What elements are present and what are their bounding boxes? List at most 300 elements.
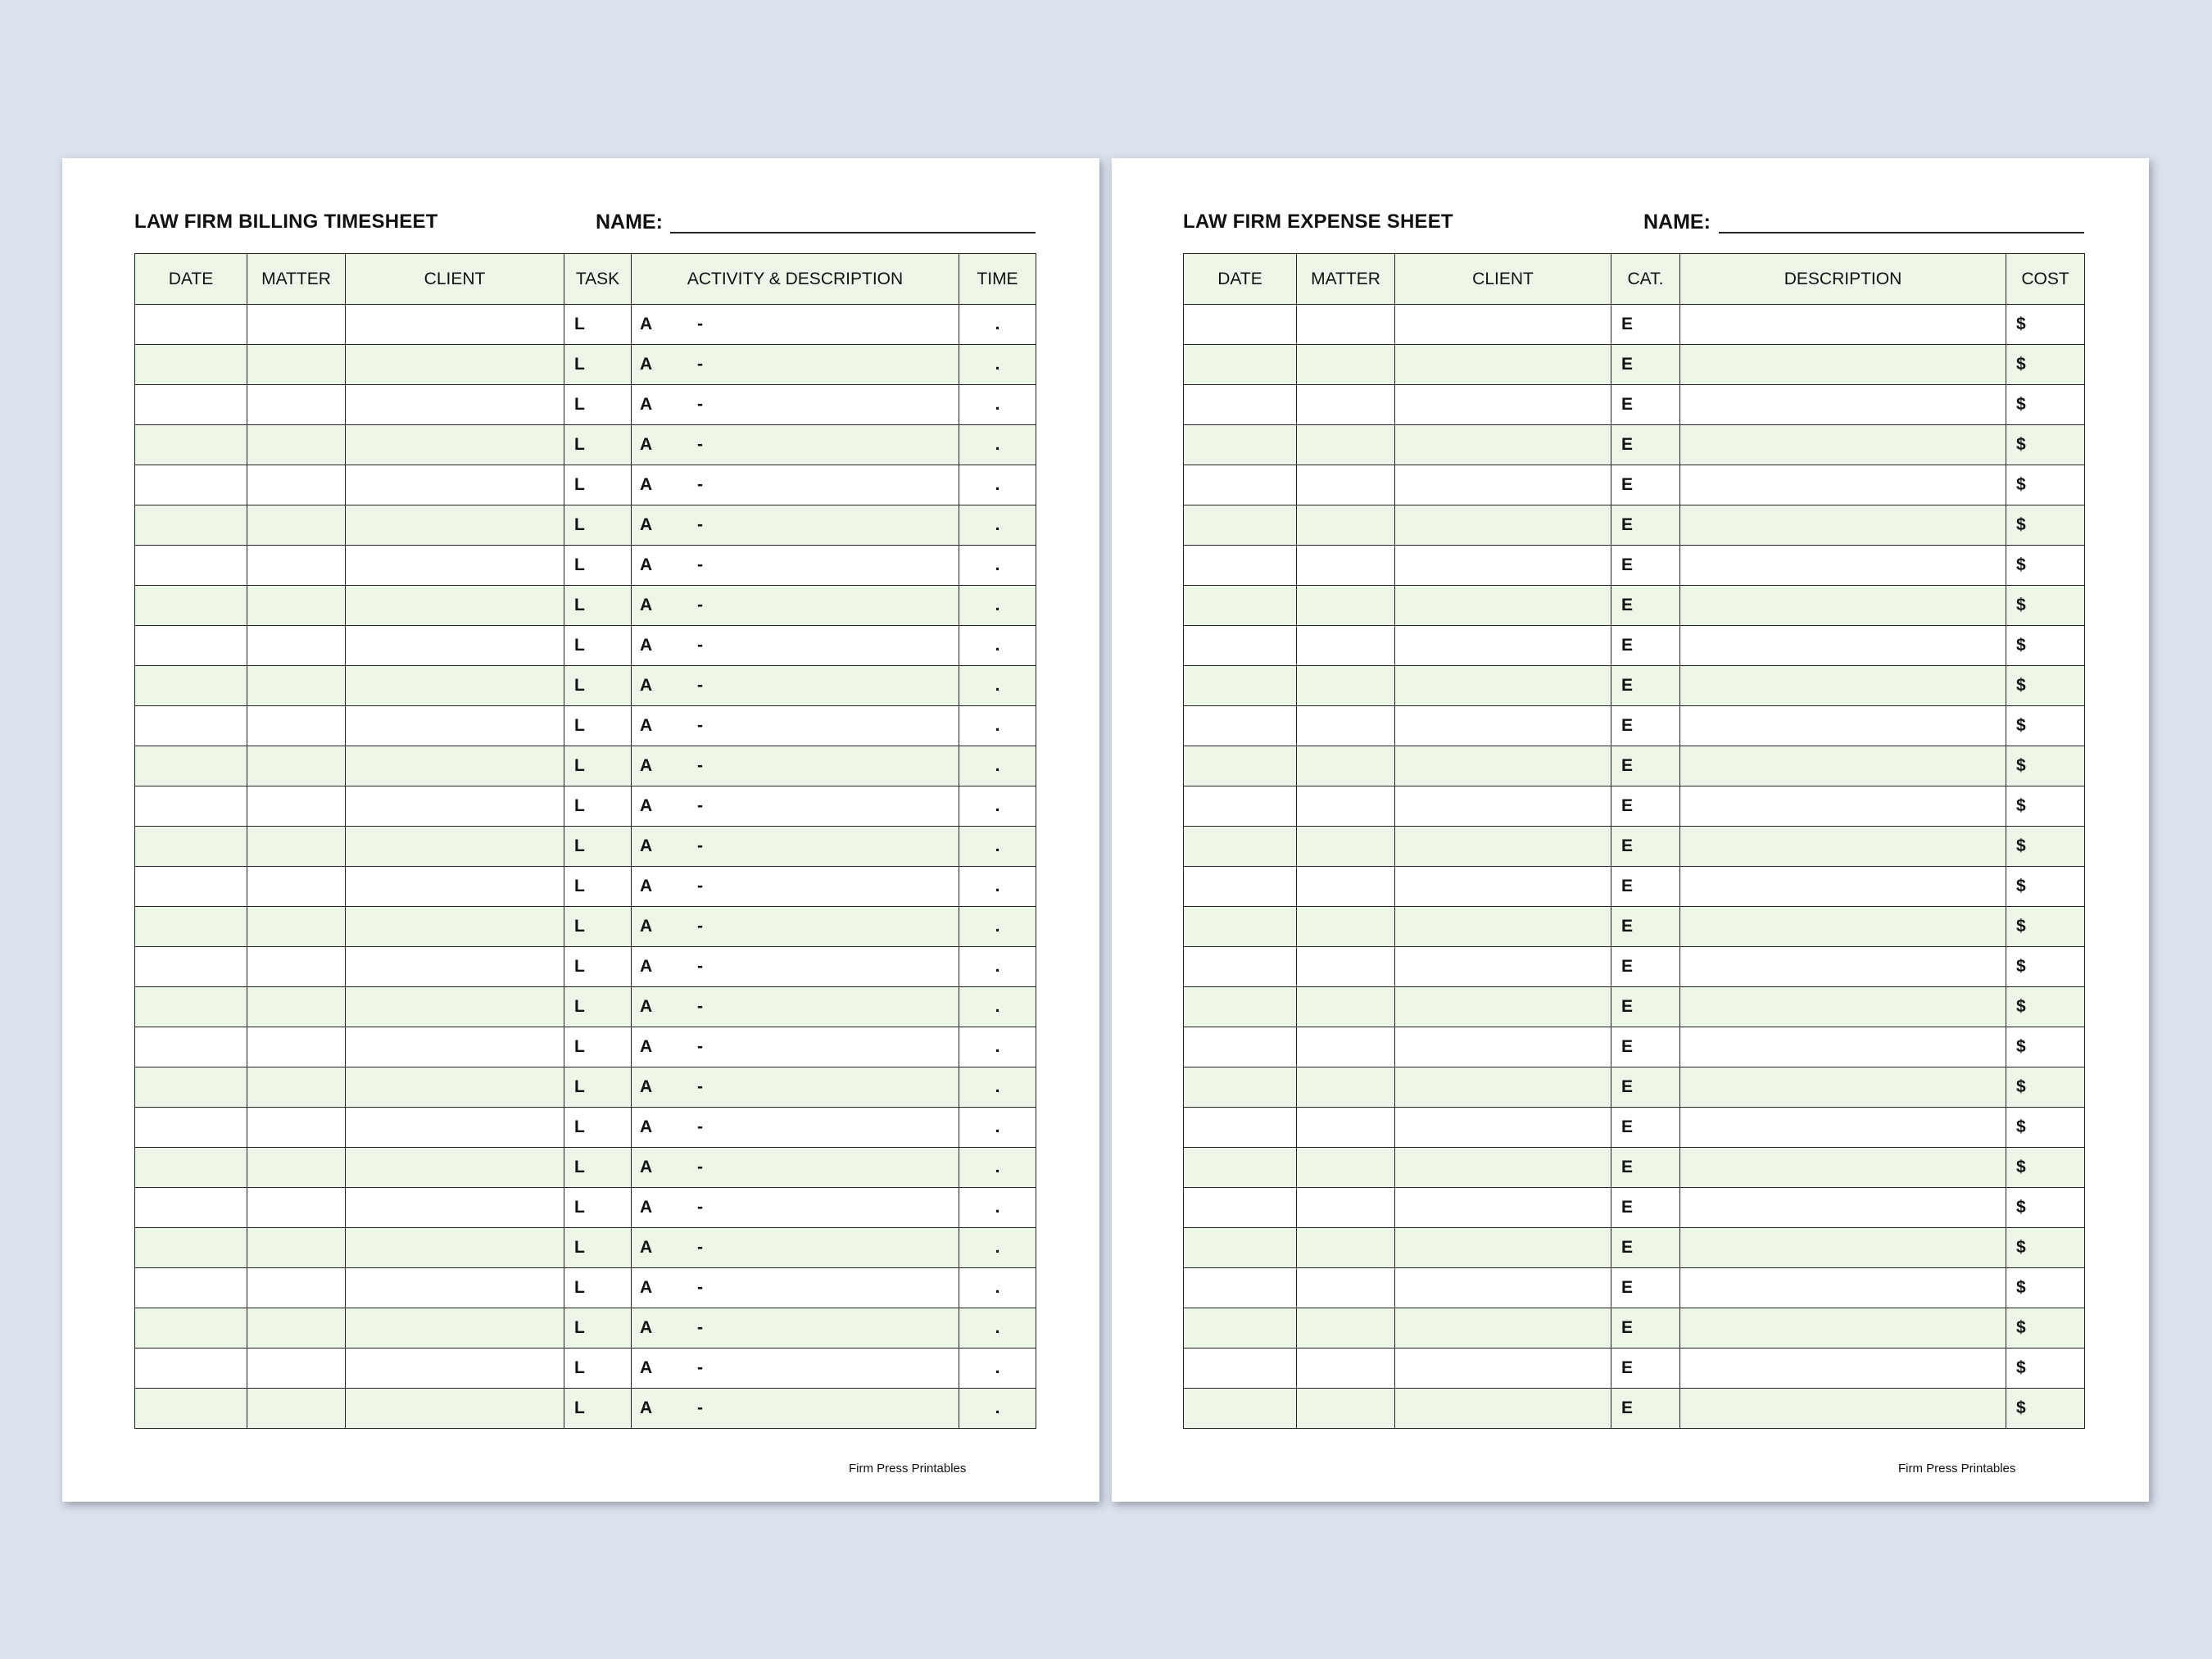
- client-cell[interactable]: [346, 987, 564, 1027]
- activity-cell[interactable]: [632, 786, 959, 827]
- date-cell[interactable]: [135, 867, 247, 907]
- matter-cell[interactable]: [1297, 827, 1395, 867]
- time-cell[interactable]: [959, 1349, 1036, 1389]
- description-cell[interactable]: [1680, 1188, 2006, 1228]
- activity-cell[interactable]: [632, 465, 959, 505]
- description-cell[interactable]: [1680, 385, 2006, 425]
- matter-cell[interactable]: [1297, 987, 1395, 1027]
- activity-cell[interactable]: [632, 1027, 959, 1067]
- cost-cell[interactable]: [2006, 1188, 2085, 1228]
- cost-cell[interactable]: [2006, 1108, 2085, 1148]
- category-cell[interactable]: [1611, 546, 1680, 586]
- client-cell[interactable]: [1395, 827, 1611, 867]
- category-cell[interactable]: [1611, 1349, 1680, 1389]
- date-cell[interactable]: [1184, 1268, 1297, 1308]
- activity-cell[interactable]: [632, 987, 959, 1027]
- cost-cell[interactable]: [2006, 987, 2085, 1027]
- category-cell[interactable]: [1611, 1389, 1680, 1429]
- matter-cell[interactable]: [247, 1389, 346, 1429]
- cost-cell[interactable]: [2006, 827, 2085, 867]
- category-cell[interactable]: [1611, 345, 1680, 385]
- category-cell[interactable]: [1611, 425, 1680, 465]
- matter-cell[interactable]: [1297, 305, 1395, 345]
- category-cell[interactable]: [1611, 626, 1680, 666]
- date-cell[interactable]: [135, 746, 247, 786]
- client-cell[interactable]: [346, 706, 564, 746]
- date-cell[interactable]: [135, 1349, 247, 1389]
- time-cell[interactable]: [959, 867, 1036, 907]
- matter-cell[interactable]: [247, 465, 346, 505]
- matter-cell[interactable]: [247, 706, 346, 746]
- matter-cell[interactable]: [1297, 546, 1395, 586]
- task-cell[interactable]: [564, 1027, 632, 1067]
- client-cell[interactable]: [346, 947, 564, 987]
- category-cell[interactable]: [1611, 505, 1680, 546]
- date-cell[interactable]: [135, 305, 247, 345]
- client-cell[interactable]: [1395, 385, 1611, 425]
- date-cell[interactable]: [135, 1228, 247, 1268]
- client-cell[interactable]: [1395, 1108, 1611, 1148]
- date-cell[interactable]: [135, 1067, 247, 1108]
- date-cell[interactable]: [1184, 505, 1297, 546]
- client-cell[interactable]: [346, 1108, 564, 1148]
- matter-cell[interactable]: [1297, 666, 1395, 706]
- date-cell[interactable]: [135, 1389, 247, 1429]
- matter-cell[interactable]: [1297, 1148, 1395, 1188]
- date-cell[interactable]: [135, 706, 247, 746]
- matter-cell[interactable]: [1297, 505, 1395, 546]
- category-cell[interactable]: [1611, 947, 1680, 987]
- client-cell[interactable]: [1395, 425, 1611, 465]
- date-cell[interactable]: [1184, 1108, 1297, 1148]
- client-cell[interactable]: [1395, 1349, 1611, 1389]
- date-cell[interactable]: [1184, 827, 1297, 867]
- date-cell[interactable]: [135, 385, 247, 425]
- activity-cell[interactable]: [632, 305, 959, 345]
- client-cell[interactable]: [1395, 1027, 1611, 1067]
- client-cell[interactable]: [346, 1188, 564, 1228]
- matter-cell[interactable]: [247, 827, 346, 867]
- time-cell[interactable]: [959, 1268, 1036, 1308]
- description-cell[interactable]: [1680, 907, 2006, 947]
- time-cell[interactable]: [959, 746, 1036, 786]
- description-cell[interactable]: [1680, 1148, 2006, 1188]
- cost-cell[interactable]: [2006, 666, 2085, 706]
- client-cell[interactable]: [346, 827, 564, 867]
- matter-cell[interactable]: [247, 1188, 346, 1228]
- matter-cell[interactable]: [1297, 706, 1395, 746]
- client-cell[interactable]: [346, 425, 564, 465]
- activity-cell[interactable]: [632, 626, 959, 666]
- matter-cell[interactable]: [247, 586, 346, 626]
- description-cell[interactable]: [1680, 1268, 2006, 1308]
- time-cell[interactable]: [959, 1188, 1036, 1228]
- matter-cell[interactable]: [247, 546, 346, 586]
- matter-cell[interactable]: [247, 907, 346, 947]
- client-cell[interactable]: [346, 1228, 564, 1268]
- activity-cell[interactable]: [632, 867, 959, 907]
- client-cell[interactable]: [1395, 987, 1611, 1027]
- time-cell[interactable]: [959, 546, 1036, 586]
- task-cell[interactable]: [564, 907, 632, 947]
- activity-cell[interactable]: [632, 1188, 959, 1228]
- category-cell[interactable]: [1611, 786, 1680, 827]
- matter-cell[interactable]: [1297, 1108, 1395, 1148]
- category-cell[interactable]: [1611, 1228, 1680, 1268]
- description-cell[interactable]: [1680, 1349, 2006, 1389]
- cost-cell[interactable]: [2006, 1228, 2085, 1268]
- cost-cell[interactable]: [2006, 786, 2085, 827]
- client-cell[interactable]: [346, 907, 564, 947]
- description-cell[interactable]: [1680, 1027, 2006, 1067]
- description-cell[interactable]: [1680, 746, 2006, 786]
- activity-cell[interactable]: [632, 425, 959, 465]
- client-cell[interactable]: [346, 1389, 564, 1429]
- date-cell[interactable]: [1184, 465, 1297, 505]
- description-cell[interactable]: [1680, 546, 2006, 586]
- category-cell[interactable]: [1611, 666, 1680, 706]
- task-cell[interactable]: [564, 827, 632, 867]
- matter-cell[interactable]: [247, 666, 346, 706]
- category-cell[interactable]: [1611, 1067, 1680, 1108]
- time-cell[interactable]: [959, 586, 1036, 626]
- activity-cell[interactable]: [632, 746, 959, 786]
- client-cell[interactable]: [346, 1067, 564, 1108]
- matter-cell[interactable]: [1297, 786, 1395, 827]
- cost-cell[interactable]: [2006, 626, 2085, 666]
- activity-cell[interactable]: [632, 1228, 959, 1268]
- activity-cell[interactable]: [632, 345, 959, 385]
- cost-cell[interactable]: [2006, 1268, 2085, 1308]
- client-cell[interactable]: [1395, 786, 1611, 827]
- activity-cell[interactable]: [632, 586, 959, 626]
- category-cell[interactable]: [1611, 867, 1680, 907]
- time-cell[interactable]: [959, 1108, 1036, 1148]
- cost-cell[interactable]: [2006, 305, 2085, 345]
- date-cell[interactable]: [135, 1148, 247, 1188]
- category-cell[interactable]: [1611, 305, 1680, 345]
- category-cell[interactable]: [1611, 827, 1680, 867]
- category-cell[interactable]: [1611, 706, 1680, 746]
- category-cell[interactable]: [1611, 1188, 1680, 1228]
- date-cell[interactable]: [1184, 987, 1297, 1027]
- category-cell[interactable]: [1611, 1108, 1680, 1148]
- category-cell[interactable]: [1611, 1308, 1680, 1349]
- cost-cell[interactable]: [2006, 746, 2085, 786]
- cost-cell[interactable]: [2006, 867, 2085, 907]
- cost-cell[interactable]: [2006, 1308, 2085, 1349]
- date-cell[interactable]: [135, 947, 247, 987]
- client-cell[interactable]: [1395, 1067, 1611, 1108]
- matter-cell[interactable]: [1297, 465, 1395, 505]
- date-cell[interactable]: [135, 987, 247, 1027]
- client-cell[interactable]: [346, 305, 564, 345]
- activity-cell[interactable]: [632, 907, 959, 947]
- cost-cell[interactable]: [2006, 465, 2085, 505]
- activity-cell[interactable]: [632, 1108, 959, 1148]
- client-cell[interactable]: [346, 626, 564, 666]
- date-cell[interactable]: [1184, 1308, 1297, 1349]
- task-cell[interactable]: [564, 505, 632, 546]
- matter-cell[interactable]: [247, 1067, 346, 1108]
- date-cell[interactable]: [1184, 786, 1297, 827]
- time-cell[interactable]: [959, 1148, 1036, 1188]
- date-cell[interactable]: [135, 1027, 247, 1067]
- matter-cell[interactable]: [247, 385, 346, 425]
- activity-cell[interactable]: [632, 1308, 959, 1349]
- client-cell[interactable]: [1395, 345, 1611, 385]
- date-cell[interactable]: [1184, 305, 1297, 345]
- activity-cell[interactable]: [632, 827, 959, 867]
- task-cell[interactable]: [564, 786, 632, 827]
- client-cell[interactable]: [346, 746, 564, 786]
- matter-cell[interactable]: [247, 505, 346, 546]
- date-cell[interactable]: [1184, 666, 1297, 706]
- time-cell[interactable]: [959, 987, 1036, 1027]
- time-cell[interactable]: [959, 1027, 1036, 1067]
- matter-cell[interactable]: [247, 626, 346, 666]
- date-cell[interactable]: [135, 786, 247, 827]
- date-cell[interactable]: [1184, 546, 1297, 586]
- client-cell[interactable]: [1395, 626, 1611, 666]
- cost-cell[interactable]: [2006, 1349, 2085, 1389]
- task-cell[interactable]: [564, 666, 632, 706]
- category-cell[interactable]: [1611, 465, 1680, 505]
- time-cell[interactable]: [959, 1389, 1036, 1429]
- matter-cell[interactable]: [247, 345, 346, 385]
- matter-cell[interactable]: [247, 1108, 346, 1148]
- activity-cell[interactable]: [632, 666, 959, 706]
- time-cell[interactable]: [959, 786, 1036, 827]
- matter-cell[interactable]: [247, 947, 346, 987]
- client-cell[interactable]: [1395, 546, 1611, 586]
- matter-cell[interactable]: [1297, 626, 1395, 666]
- date-cell[interactable]: [1184, 425, 1297, 465]
- time-cell[interactable]: [959, 706, 1036, 746]
- date-cell[interactable]: [135, 907, 247, 947]
- time-cell[interactable]: [959, 666, 1036, 706]
- description-cell[interactable]: [1680, 947, 2006, 987]
- time-cell[interactable]: [959, 505, 1036, 546]
- client-cell[interactable]: [1395, 505, 1611, 546]
- client-cell[interactable]: [346, 786, 564, 827]
- task-cell[interactable]: [564, 1389, 632, 1429]
- client-cell[interactable]: [1395, 1228, 1611, 1268]
- client-cell[interactable]: [1395, 867, 1611, 907]
- matter-cell[interactable]: [1297, 425, 1395, 465]
- client-cell[interactable]: [346, 1349, 564, 1389]
- time-cell[interactable]: [959, 465, 1036, 505]
- task-cell[interactable]: [564, 1067, 632, 1108]
- cost-cell[interactable]: [2006, 385, 2085, 425]
- date-cell[interactable]: [135, 1188, 247, 1228]
- matter-cell[interactable]: [1297, 586, 1395, 626]
- date-cell[interactable]: [135, 465, 247, 505]
- cost-cell[interactable]: [2006, 345, 2085, 385]
- date-cell[interactable]: [1184, 1349, 1297, 1389]
- cost-cell[interactable]: [2006, 1389, 2085, 1429]
- client-cell[interactable]: [1395, 947, 1611, 987]
- category-cell[interactable]: [1611, 1148, 1680, 1188]
- time-cell[interactable]: [959, 1308, 1036, 1349]
- activity-cell[interactable]: [632, 706, 959, 746]
- description-cell[interactable]: [1680, 1067, 2006, 1108]
- activity-cell[interactable]: [632, 1349, 959, 1389]
- task-cell[interactable]: [564, 1308, 632, 1349]
- time-cell[interactable]: [959, 827, 1036, 867]
- client-cell[interactable]: [1395, 746, 1611, 786]
- client-cell[interactable]: [1395, 907, 1611, 947]
- matter-cell[interactable]: [247, 305, 346, 345]
- task-cell[interactable]: [564, 465, 632, 505]
- task-cell[interactable]: [564, 1108, 632, 1148]
- cost-cell[interactable]: [2006, 586, 2085, 626]
- client-cell[interactable]: [346, 666, 564, 706]
- date-cell[interactable]: [1184, 345, 1297, 385]
- activity-cell[interactable]: [632, 546, 959, 586]
- cost-cell[interactable]: [2006, 425, 2085, 465]
- category-cell[interactable]: [1611, 1268, 1680, 1308]
- task-cell[interactable]: [564, 305, 632, 345]
- client-cell[interactable]: [1395, 1389, 1611, 1429]
- description-cell[interactable]: [1680, 626, 2006, 666]
- category-cell[interactable]: [1611, 1027, 1680, 1067]
- category-cell[interactable]: [1611, 907, 1680, 947]
- activity-cell[interactable]: [632, 1389, 959, 1429]
- date-cell[interactable]: [1184, 586, 1297, 626]
- description-cell[interactable]: [1680, 1389, 2006, 1429]
- client-cell[interactable]: [346, 505, 564, 546]
- task-cell[interactable]: [564, 1349, 632, 1389]
- date-cell[interactable]: [1184, 1228, 1297, 1268]
- cost-cell[interactable]: [2006, 505, 2085, 546]
- matter-cell[interactable]: [247, 425, 346, 465]
- matter-cell[interactable]: [247, 746, 346, 786]
- description-cell[interactable]: [1680, 1108, 2006, 1148]
- client-cell[interactable]: [346, 385, 564, 425]
- task-cell[interactable]: [564, 746, 632, 786]
- client-cell[interactable]: [346, 1308, 564, 1349]
- date-cell[interactable]: [135, 586, 247, 626]
- description-cell[interactable]: [1680, 425, 2006, 465]
- description-cell[interactable]: [1680, 1228, 2006, 1268]
- cost-cell[interactable]: [2006, 907, 2085, 947]
- description-cell[interactable]: [1680, 465, 2006, 505]
- time-cell[interactable]: [959, 1228, 1036, 1268]
- client-cell[interactable]: [346, 1148, 564, 1188]
- date-cell[interactable]: [135, 425, 247, 465]
- date-cell[interactable]: [1184, 1148, 1297, 1188]
- description-cell[interactable]: [1680, 987, 2006, 1027]
- matter-cell[interactable]: [1297, 1389, 1395, 1429]
- matter-cell[interactable]: [1297, 1268, 1395, 1308]
- date-cell[interactable]: [135, 626, 247, 666]
- activity-cell[interactable]: [632, 1148, 959, 1188]
- matter-cell[interactable]: [1297, 385, 1395, 425]
- matter-cell[interactable]: [1297, 1228, 1395, 1268]
- category-cell[interactable]: [1611, 746, 1680, 786]
- task-cell[interactable]: [564, 1268, 632, 1308]
- matter-cell[interactable]: [1297, 746, 1395, 786]
- task-cell[interactable]: [564, 1228, 632, 1268]
- date-cell[interactable]: [135, 1108, 247, 1148]
- matter-cell[interactable]: [247, 786, 346, 827]
- time-cell[interactable]: [959, 345, 1036, 385]
- activity-cell[interactable]: [632, 947, 959, 987]
- matter-cell[interactable]: [1297, 907, 1395, 947]
- task-cell[interactable]: [564, 345, 632, 385]
- task-cell[interactable]: [564, 947, 632, 987]
- task-cell[interactable]: [564, 385, 632, 425]
- matter-cell[interactable]: [1297, 947, 1395, 987]
- client-cell[interactable]: [346, 867, 564, 907]
- client-cell[interactable]: [1395, 305, 1611, 345]
- client-cell[interactable]: [1395, 1268, 1611, 1308]
- date-cell[interactable]: [1184, 947, 1297, 987]
- category-cell[interactable]: [1611, 987, 1680, 1027]
- matter-cell[interactable]: [1297, 1067, 1395, 1108]
- date-cell[interactable]: [135, 666, 247, 706]
- client-cell[interactable]: [1395, 1188, 1611, 1228]
- description-cell[interactable]: [1680, 706, 2006, 746]
- matter-cell[interactable]: [1297, 867, 1395, 907]
- matter-cell[interactable]: [247, 1228, 346, 1268]
- cost-cell[interactable]: [2006, 1067, 2085, 1108]
- matter-cell[interactable]: [247, 1027, 346, 1067]
- client-cell[interactable]: [346, 1027, 564, 1067]
- task-cell[interactable]: [564, 987, 632, 1027]
- description-cell[interactable]: [1680, 345, 2006, 385]
- date-cell[interactable]: [1184, 706, 1297, 746]
- client-cell[interactable]: [1395, 465, 1611, 505]
- activity-cell[interactable]: [632, 1268, 959, 1308]
- date-cell[interactable]: [1184, 385, 1297, 425]
- task-cell[interactable]: [564, 867, 632, 907]
- activity-cell[interactable]: [632, 1067, 959, 1108]
- description-cell[interactable]: [1680, 505, 2006, 546]
- time-cell[interactable]: [959, 425, 1036, 465]
- matter-cell[interactable]: [247, 987, 346, 1027]
- description-cell[interactable]: [1680, 1308, 2006, 1349]
- date-cell[interactable]: [135, 1308, 247, 1349]
- date-cell[interactable]: [1184, 1067, 1297, 1108]
- description-cell[interactable]: [1680, 586, 2006, 626]
- task-cell[interactable]: [564, 586, 632, 626]
- matter-cell[interactable]: [247, 1349, 346, 1389]
- time-cell[interactable]: [959, 626, 1036, 666]
- date-cell[interactable]: [1184, 746, 1297, 786]
- task-cell[interactable]: [564, 1188, 632, 1228]
- client-cell[interactable]: [346, 1268, 564, 1308]
- date-cell[interactable]: [135, 1268, 247, 1308]
- task-cell[interactable]: [564, 626, 632, 666]
- client-cell[interactable]: [346, 586, 564, 626]
- client-cell[interactable]: [346, 345, 564, 385]
- category-cell[interactable]: [1611, 385, 1680, 425]
- cost-cell[interactable]: [2006, 947, 2085, 987]
- date-cell[interactable]: [135, 345, 247, 385]
- category-cell[interactable]: [1611, 586, 1680, 626]
- task-cell[interactable]: [564, 1148, 632, 1188]
- time-cell[interactable]: [959, 1067, 1036, 1108]
- matter-cell[interactable]: [1297, 1308, 1395, 1349]
- date-cell[interactable]: [1184, 1188, 1297, 1228]
- date-cell[interactable]: [1184, 1027, 1297, 1067]
- date-cell[interactable]: [1184, 867, 1297, 907]
- time-cell[interactable]: [959, 385, 1036, 425]
- description-cell[interactable]: [1680, 827, 2006, 867]
- task-cell[interactable]: [564, 546, 632, 586]
